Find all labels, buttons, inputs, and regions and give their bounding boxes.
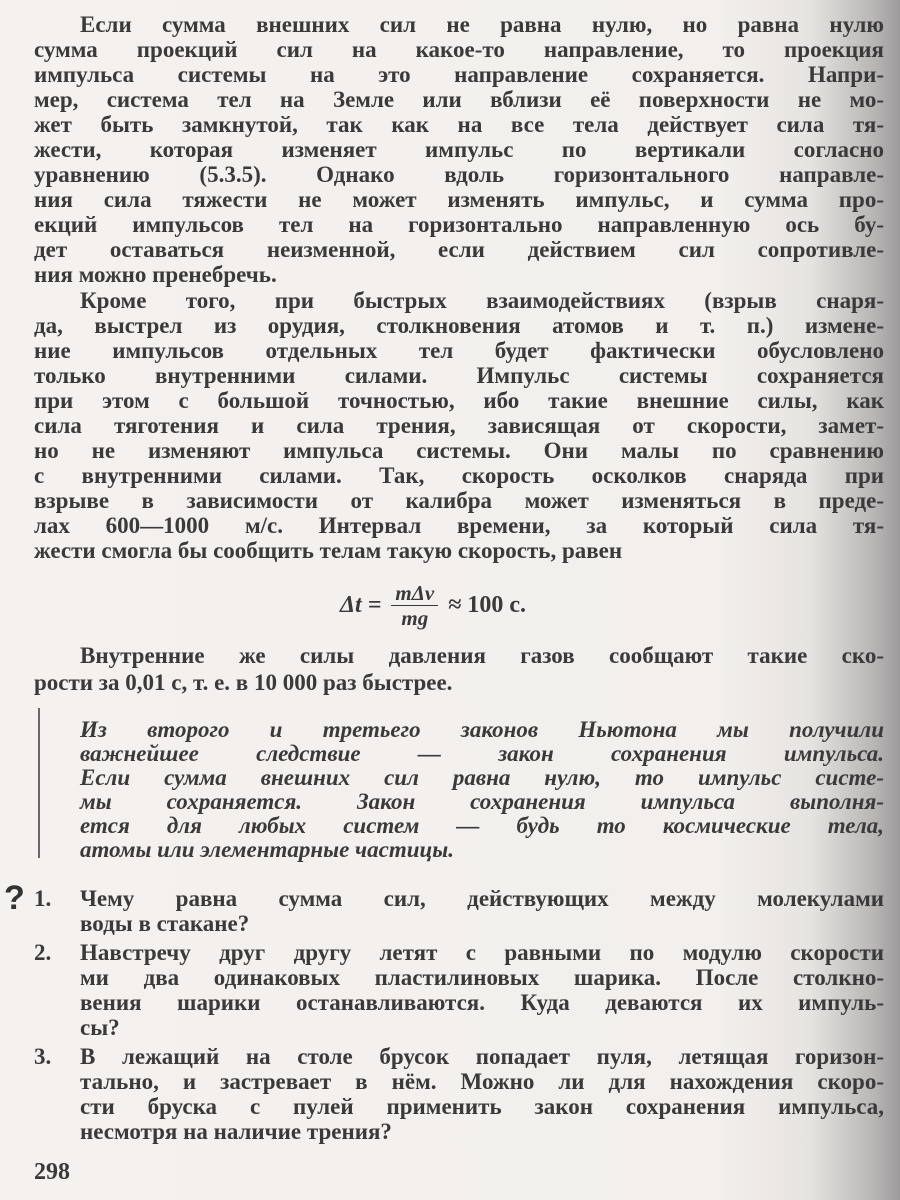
text-line: но не изменяют импульса системы. Они малы по сравнению: [34, 438, 884, 463]
paragraph-3: [34, 642, 884, 696]
question-item: [34, 1044, 884, 1144]
paragraph-1: [34, 12, 884, 287]
text-line: Если сумма внешних сил равна нулю, то импульс систе-: [80, 765, 884, 790]
text-line: Если сумма внешних сил не равна нулю, но равна нулю: [80, 12, 884, 37]
text-line: с внутренними силами. Так, скорость осколков снаряда при: [34, 463, 884, 488]
formula-rhs: ≈ 100 с.: [448, 591, 527, 618]
text-line: Из второго и третьего законов Ньютона мы получили: [80, 717, 884, 742]
question-item: [34, 940, 884, 1040]
question-number: 2.: [34, 940, 52, 965]
text-line: сумма проекций сил на какое-то направление, то проекция: [34, 37, 884, 62]
formula-numerator: mΔv: [391, 581, 438, 606]
text-line: ми два одинаковых пластилиновых шарика. После столкно-: [80, 965, 884, 990]
text-line: воды в стакане?: [80, 911, 250, 936]
text-line: ется для любых систем — будь то космические тела,: [80, 813, 884, 838]
text-line: екций импульсов тел на горизонтально направленную ось бу-: [34, 212, 884, 237]
text-line: важнейшее следствие — закон сохранения импульса.: [80, 741, 884, 766]
text-line: ние импульсов отдельных тел будет фактически обусловлено: [34, 338, 884, 363]
text-line: взрыве в зависимости от калибра может изменяться в преде-: [34, 488, 884, 513]
text-line: сила тяготения и сила трения, зависящая от скорости, замет-: [34, 413, 884, 438]
text-line: жет быть замкнутой, так как на все тела действует сила тя-: [34, 112, 884, 137]
text-line: Кроме того, при быстрых взаимодействиях (взрыв снаря-: [80, 288, 884, 313]
text-line: лах 600—1000 м/с. Интервал времени, за который сила тя-: [34, 513, 884, 538]
text-line: тально, и застревает в нём. Можно ли для нахождения скоро-: [80, 1069, 884, 1094]
text-line: ния можно пренебречь.: [34, 262, 277, 287]
text-line: вения шарики останавливаются. Куда деваются их импуль-: [80, 990, 884, 1015]
text-line: сти бруска с пулей применить закон сохранения импульса,: [80, 1094, 884, 1119]
formula-denominator: mg: [401, 605, 429, 630]
text-line: мер, система тел на Земле или вблизи её поверхности не мо-: [34, 87, 884, 112]
paragraph-2: [34, 288, 884, 563]
text-line: Внутренние же силы давления газов сообщают такие ско-: [80, 643, 884, 668]
text-line: уравнению (5.3.5). Однако вдоль горизонтального направле-: [34, 162, 884, 187]
question-number: 1.: [34, 886, 52, 911]
formula-fraction: [391, 581, 438, 630]
summary-rule: [38, 708, 40, 858]
text-line: атомы или элементарные частицы.: [80, 837, 454, 862]
summary-block: [80, 718, 884, 862]
question-number: 3.: [34, 1044, 52, 1069]
text-line: Чему равна сумма сил, действующих между молекулами: [80, 886, 884, 911]
text-line: жести смогла бы сообщить телам такую скорость, равен: [34, 538, 623, 563]
text-line: жести, которая изменяет импульс по вертикали согласно: [34, 137, 884, 162]
text-line: В лежащий на столе брусок попадает пуля, летящая горизон-: [80, 1044, 884, 1069]
questions-list: [4, 879, 884, 1144]
text-line: импульса системы на это направление сохраняется. Напри-: [34, 62, 884, 87]
question-item: [34, 886, 884, 936]
text-line: при этом с большой точностью, ибо такие внешние силы, как: [34, 388, 884, 413]
text-line: только внутренними силами. Импульс системы сохраняется: [34, 363, 884, 388]
text-line: дет оставаться неизменной, если действием сил сопротивле-: [34, 237, 884, 262]
text-line: мы сохраняется. Закон сохранения импульса выполня-: [80, 789, 884, 814]
text-line: ния сила тяжести не может изменять импульс, и сумма про-: [34, 187, 884, 212]
text-line: Навстречу друг другу летят с равными по модулю скорости: [80, 940, 884, 965]
text-line: сы?: [80, 1015, 120, 1040]
page-number: 298: [34, 1159, 70, 1185]
text-line: несмотря на наличие трения?: [80, 1119, 392, 1144]
formula-lhs: Δt =: [340, 591, 382, 618]
question-mark-icon: ?: [4, 879, 25, 917]
text-line: рости за 0,01 с, т. е. в 10 000 раз быстрее.: [34, 670, 453, 695]
formula: [340, 580, 526, 630]
text-line: да, выстрел из орудия, столкновения атомов и т. п.) измене-: [34, 313, 884, 338]
